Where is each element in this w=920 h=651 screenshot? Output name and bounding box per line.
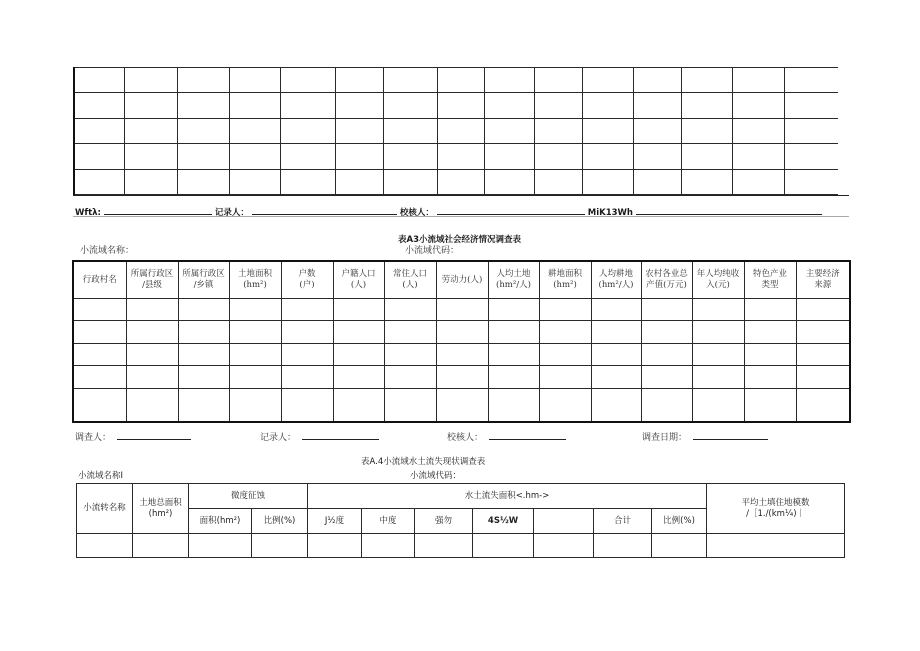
header-row [73, 261, 850, 299]
table-row [73, 366, 850, 388]
table-row [74, 118, 838, 143]
header-erosion-modulus: 平均土填住地模数 /［1./(km¼)｜ [707, 484, 845, 534]
divider [73, 216, 849, 217]
header-households: 户数 (户) [281, 261, 333, 299]
header-income: 年人均纯收 入(元) [692, 261, 744, 299]
header-ratio: 比例(%) [652, 509, 707, 534]
blank-grid-table [73, 67, 838, 195]
table-a3-caption: 表A3小流域社会经济情况调查表 [398, 235, 521, 245]
watershed-name-label: 小流域名称I [78, 471, 124, 481]
header-land-per-capita: 人均土地 (hm²/人) [488, 261, 539, 299]
table-row [73, 299, 850, 321]
socioeconomic-table [72, 260, 851, 423]
table-row [74, 169, 838, 194]
checker-label: 校核人： [399, 208, 434, 218]
survey-date-label: 调查日期： [642, 433, 688, 443]
divider [73, 195, 849, 196]
header-moderate: 中度 [362, 509, 415, 534]
watershed-code-label: 小流域代码： [410, 471, 462, 481]
header-erosion-area: 水土流失面积<.hm-> [308, 484, 707, 509]
recorder-line [252, 205, 397, 215]
recorder-label: 记录人： [214, 208, 249, 218]
table-row [74, 144, 838, 169]
table-row [73, 388, 850, 422]
header-slight-erosion: 微度征蚀 [189, 484, 308, 509]
header-watershed-name: 小流转名称 [77, 484, 133, 534]
header-industry: 特色产业 类型 [744, 261, 796, 299]
table-row [74, 93, 838, 118]
header-village: 行政村名 [73, 261, 126, 299]
soil-erosion-table [76, 483, 845, 558]
recorder-line [302, 430, 379, 440]
header-row [77, 484, 845, 509]
header-blank [534, 509, 594, 534]
table-a4-caption: 表A.4小流域水土流失现状调查表 [361, 457, 486, 467]
surveyor-line [104, 205, 212, 215]
watershed-name-label: 小流域名称： [80, 246, 135, 256]
checker-line [437, 205, 585, 215]
header-registered-pop: 户籍人口 (人) [333, 261, 384, 299]
header-extreme: 4S½W [473, 509, 534, 534]
table-row [73, 343, 850, 365]
surveyor-label: Wftλ: [75, 208, 101, 218]
table-row [77, 534, 845, 558]
header-intense: 强勿 [415, 509, 473, 534]
table-row [74, 68, 838, 93]
surveyor-line [117, 430, 191, 440]
header-economic-source: 主要经济 来源 [796, 261, 850, 299]
header-farmland-area: 耕地面积 (hm²) [539, 261, 591, 299]
header-total-output: 农村各业总 产值(万元) [641, 261, 692, 299]
surveyor-label: 调查人： [75, 433, 112, 443]
date-label: MiK13Wh [587, 208, 633, 218]
header-light: J½度 [308, 509, 362, 534]
date-line [636, 205, 822, 215]
header-township: 所属行政区 /乡镇 [178, 261, 229, 299]
checker-line [489, 430, 566, 440]
signature-row-2 [75, 430, 855, 444]
table-row [73, 321, 850, 343]
header-labor: 劳动力(人) [436, 261, 488, 299]
header-slight-ratio: 比例(%) [252, 509, 308, 534]
recorder-label: 记录人： [260, 433, 297, 443]
header-total-area: 土地总面积 (hm²) [133, 484, 189, 534]
checker-label: 校核人： [447, 433, 484, 443]
header-slight-area: 面积(hm²) [189, 509, 252, 534]
header-resident-pop: 常住人口 (人) [384, 261, 436, 299]
watershed-code-label: 小流域代码： [405, 246, 460, 256]
header-farmland-per-capita: 人均耕地 (hm²/人) [591, 261, 641, 299]
header-county: 所属行政区 /县级 [126, 261, 178, 299]
header-land-area: 土地面积 (hm²) [229, 261, 281, 299]
survey-date-line [693, 430, 768, 440]
header-total: 合计 [594, 509, 652, 534]
